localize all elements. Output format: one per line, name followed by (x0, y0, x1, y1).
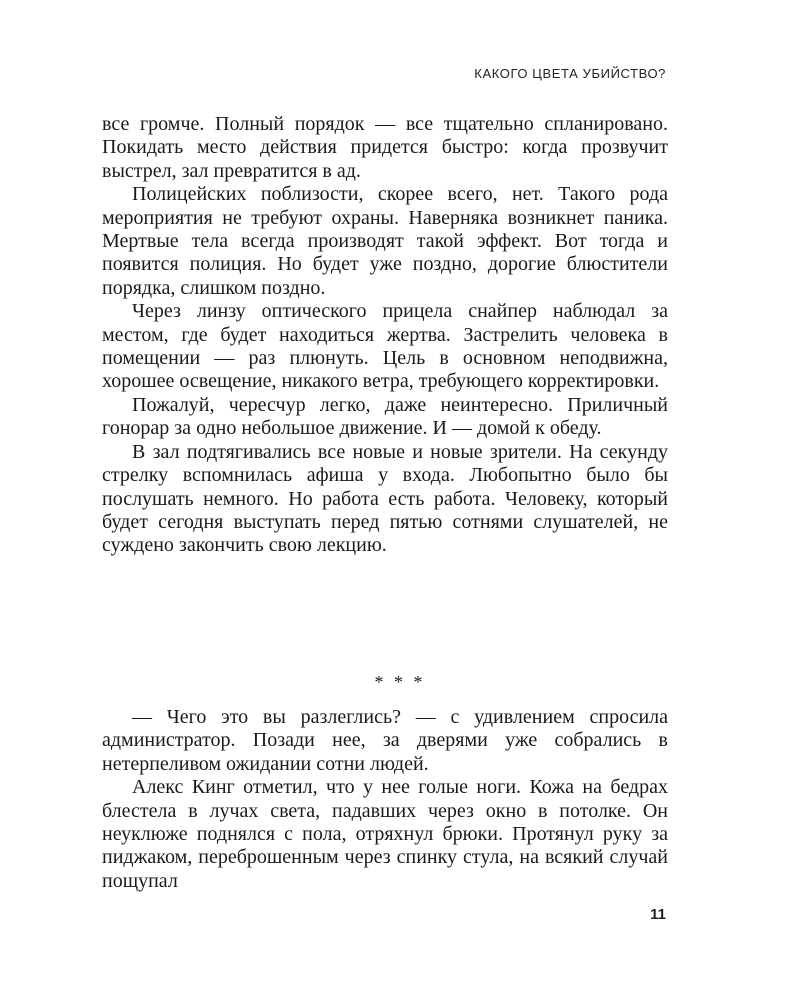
paragraph: Алекс Кинг отметил, что у нее голые ноги. Кожа на бедрах блестела в лучах света, падавших через окно в потолке. Он неуклюже поднялся с пола, отряхнул брюки. Протянул руку за пиджаком, переброшенным через спинку стула, на всякий случай пощупал (102, 776, 668, 892)
paragraph: Пожалуй, чересчур легко, даже неинтересно. Приличный гонорар за одно небольшое движение. И — домой к обеду. (102, 393, 668, 440)
body-text-section-1 (102, 113, 668, 558)
paragraph: все громче. Полный порядок — все тщательно спланировано. Покидать место действия придется быстро: когда прозвучит выстрел, зал превратится в ад. (102, 113, 668, 182)
paragraph: — Чего это вы разлеглись? — с удивлением спросила администратор. Позади нее, за дверями уже собрались в нетерпеливом ожидании сотни людей. (102, 706, 668, 775)
paragraph: В зал подтягивались все новые и новые зрители. На секунду стрелку вспомнилась афиша у входа. Любопытно было бы послушать немного. Но работа есть работа. Человеку, который будет сегодня выступать перед пятью сотнями слушателей, не суждено закончить свою лекцию. (102, 440, 668, 557)
body-text-section-2 (102, 706, 668, 893)
paragraph: Полицейских поблизости, скорее всего, нет. Такого рода мероприятия не требуют охраны. Наверняка возникнет паника. Мертвые тела всегда производят такой эффект. Вот тогда и появится полиция. Но будет уже поздно, дорогие блюстители порядка, слишком поздно. (102, 183, 668, 299)
page-number: 11 (650, 906, 666, 923)
running-head-title: КАКОГО ЦВЕТА УБИЙСТВО? (474, 66, 666, 81)
paragraph: Через линзу оптического прицела снайпер наблюдал за местом, где будет находиться жертва. Застрелить человека в помещении — раз плюнуть. Цель в основном неподвижна, хорошее освещение, никакого ветра, требующего корректировки. (102, 300, 668, 393)
section-separator: * * * (374, 672, 426, 692)
